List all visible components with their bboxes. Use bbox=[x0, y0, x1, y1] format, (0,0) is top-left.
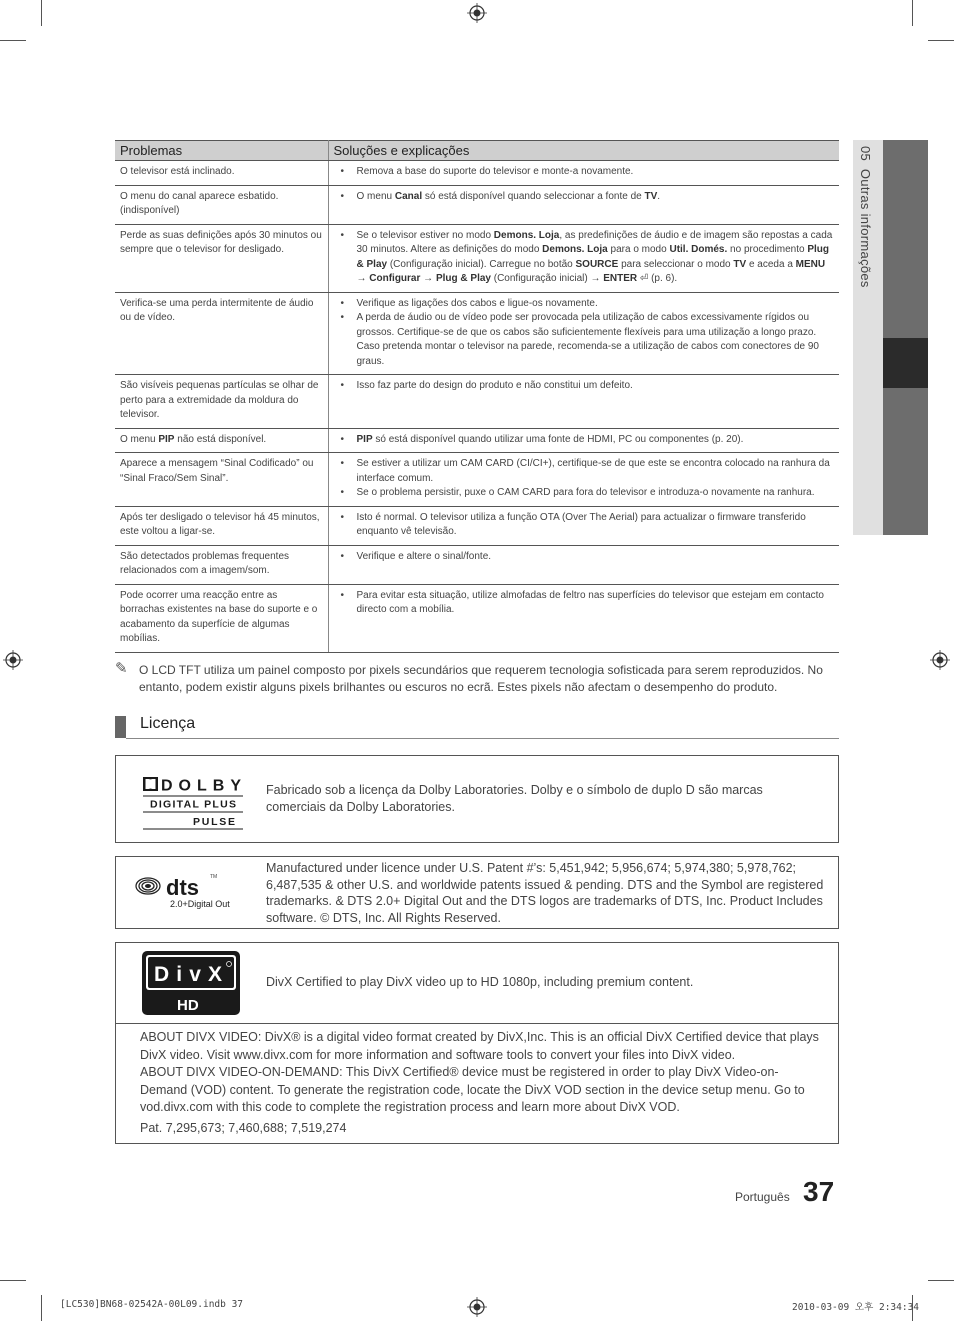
solution-item: • Para evitar esta situação, utilize almofadas de feltro nas superfícies do televisor que estejam em contacto directo com a mobília. bbox=[334, 589, 835, 618]
crop-mark bbox=[0, 40, 26, 41]
svg-text:DivX: DivX bbox=[154, 963, 222, 986]
registration-mark-icon bbox=[467, 1297, 487, 1317]
solution-item: • Verifique as ligações dos cabos e ligue-os novamente. bbox=[334, 297, 835, 312]
solution-cell bbox=[328, 428, 839, 453]
solution-cell bbox=[328, 506, 839, 545]
solution-cell bbox=[328, 292, 839, 375]
svg-text:TM: TM bbox=[210, 874, 218, 880]
print-slug-date: 2010-03-09 오후 2:34:34 bbox=[792, 1302, 920, 1313]
table-row bbox=[115, 224, 839, 292]
section-title: Licença bbox=[140, 715, 196, 732]
divx-about-vod: ABOUT DIVX VIDEO-ON-DEMAND: This DivX Certified® device must be registered in order to play DivX Video-on-Demand (VOD) content. To generate the registration code, locate the DivX VOD section in the device setup menu. Go to vod.divx.com with this code to complete the registration process and learn more about DivX VOD. bbox=[140, 1065, 805, 1114]
divx-about-video: ABOUT DIVX VIDEO: DivX® is a digital video format created by DivX,Inc. This is an official DivX Certified device that plays DivX video. Visit www.divx.com for more information and software tools to convert your files into DivX video. bbox=[140, 1030, 819, 1062]
solution-item: • Remova a base do suporte do televisor e monte-a novamente. bbox=[334, 165, 835, 180]
table-row bbox=[115, 506, 839, 545]
problem-cell: O menu PIP não está disponível. bbox=[115, 428, 328, 453]
divx-patents: Pat. 7,295,673; 7,460,688; 7,519,274 bbox=[140, 1120, 347, 1135]
solution-cell bbox=[328, 185, 839, 224]
crop-mark bbox=[928, 1280, 954, 1281]
dolby-license-text: Fabricado sob a licença da Dolby Laboratories. Dolby e o símbolo de duplo D são marcas comerciais da Dolby Laboratories. bbox=[266, 783, 763, 814]
problem-cell: Após ter desligado o televisor há 45 minutos, este voltou a ligar-se. bbox=[115, 506, 328, 545]
header-solutions: Soluções e explicações bbox=[328, 141, 839, 161]
svg-text:PULSE: PULSE bbox=[193, 816, 235, 828]
divx-divider bbox=[116, 1023, 838, 1024]
solution-item: • Isto é normal. O televisor utiliza a função OTA (Over The Aerial) para actualizar o firmware transferido enquanto vê televisão. bbox=[334, 511, 835, 540]
problem-cell: O menu do canal aparece esbatido. (indisponível) bbox=[115, 185, 328, 224]
problem-cell: Aparece a mensagem “Sinal Codificado” ou “Sinal Fraco/Sem Sinal”. bbox=[115, 453, 328, 507]
problem-cell: O televisor está inclinado. bbox=[115, 161, 328, 186]
svg-text:DOLBY: DOLBY bbox=[161, 777, 241, 795]
registration-mark-icon bbox=[930, 650, 950, 670]
problem-cell: Perde as suas definições após 30 minutos ou sempre que o televisor for desligado. bbox=[115, 224, 328, 292]
divx-about bbox=[140, 1029, 820, 1137]
problem-cell: Pode ocorrer uma reacção entre as borrachas existentes na base do suporte e o acabamento da superfície de algumas mobílias. bbox=[115, 584, 328, 652]
header-problems: Problemas bbox=[115, 141, 328, 161]
solution-cell bbox=[328, 453, 839, 507]
crop-mark bbox=[912, 0, 913, 26]
solution-item: • Verifique e altere o sinal/fonte. bbox=[334, 550, 835, 565]
problem-cell: São visíveis pequenas partículas se olhar de perto para a extremidade da moldura do televisor. bbox=[115, 375, 328, 429]
print-slug-file: [LC530]BN68-02542A-00L09.indb 37 bbox=[60, 1299, 244, 1310]
solution-item: • Se estiver a utilizar um CAM CARD (CI/CI+), certifique-se de que este se encontra colocado na ranhura da interface comum. bbox=[334, 457, 835, 486]
solution-item: • Isso faz parte do design do produto e não constitui um defeito. bbox=[334, 379, 835, 394]
table-row bbox=[115, 185, 839, 224]
solution-item: • PIP só está disponível quando utilizar uma fonte de HDMI, PC ou componentes (p. 20). bbox=[334, 433, 835, 448]
license-box-dts bbox=[115, 856, 839, 929]
section-rule bbox=[126, 738, 839, 739]
side-tab-label bbox=[858, 146, 873, 288]
problem-cell: Verifica-se uma perda intermitente de áudio ou de vídeo. bbox=[115, 292, 328, 375]
solution-cell bbox=[328, 375, 839, 429]
divx-hd-logo-icon bbox=[141, 950, 241, 1016]
table-row bbox=[115, 545, 839, 584]
solution-item: • Se o televisor estiver no modo Demons. Loja, as predefinições de áudio e de imagem são repostas a cada 30 minutos. Altere as definições do modo Demons. Loja para o modo Util. Domés. no procedimento Plug & Play (Configuração inicial). Carregue no botão SOURCE para seleccionar o modo TV e aceda a MENU → Configurar → Plug & Play (Configuração inicial) → ENTER ⏎ (p. 6). bbox=[334, 229, 835, 287]
solution-item: • O menu Canal só está disponível quando seleccionar a fonte de TV. bbox=[334, 190, 835, 205]
solution-item: • Se o problema persistir, puxe o CAM CARD para fora do televisor e introduza-o novamente na ranhura. bbox=[334, 486, 835, 501]
pencil-note-icon: ✎ bbox=[115, 660, 128, 677]
chapter-number: 05 bbox=[858, 146, 873, 162]
crop-mark bbox=[41, 1295, 42, 1321]
solution-cell bbox=[328, 584, 839, 652]
side-tab-marker bbox=[883, 338, 928, 388]
crop-mark bbox=[41, 0, 42, 26]
license-box-dolby bbox=[115, 755, 839, 843]
table-header-row bbox=[115, 141, 839, 161]
svg-text:dts: dts bbox=[166, 875, 199, 900]
problem-cell: São detectados problemas frequentes relacionados com a imagem/som. bbox=[115, 545, 328, 584]
solution-item: • A perda de áudio ou de vídeo pode ser provocada pela utilização de cabos excessivamente rígidos ou grossos. Certifique-se de que os cabos são suficientemente flexíveis para uma utilização a longo prazo. Caso pretenda montar o televisor na parede, recomenda-se a utilização de cabos com conectores de 90 graus. bbox=[334, 311, 835, 369]
dolby-digital-plus-pulse-logo-icon bbox=[143, 774, 243, 830]
dts-license-text: Manufactured under licence under U.S. Patent #’s: 5,451,942; 5,956,674; 5,974,380; 5,978,762; 6,487,535 & other U.S. and worldwide patents issued & pending. DTS and the Symbol are registered trademarks. & DTS 2.0+ Digital Out and the DTS logos are trademarks of DTS, Inc. Product Includes software. © DTS, Inc. All Rights Reserved. bbox=[266, 861, 824, 925]
solution-cell bbox=[328, 224, 839, 292]
crop-mark bbox=[928, 40, 954, 41]
note-text: O LCD TFT utiliza um painel composto por pixels secundários que requerem tecnologia sofisticada para serem reproduzidos. No entanto, podem existir alguns pixels brilhantes ou escuros no ecrã. Estes pixels não afectam o desempenho do produto. bbox=[139, 663, 823, 694]
crop-mark bbox=[0, 1280, 26, 1281]
table-row bbox=[115, 584, 839, 652]
table-row bbox=[115, 161, 839, 186]
dts-digital-out-logo-icon bbox=[134, 871, 244, 911]
svg-text:DIGITAL PLUS: DIGITAL PLUS bbox=[150, 798, 236, 811]
solution-cell bbox=[328, 545, 839, 584]
solution-cell bbox=[328, 161, 839, 186]
divx-license-text: DivX Certified to play DivX video up to HD 1080p, including premium content. bbox=[266, 975, 694, 989]
table-row bbox=[115, 375, 839, 429]
svg-text:2.0+Digital Out: 2.0+Digital Out bbox=[170, 899, 230, 909]
registration-mark-icon bbox=[3, 650, 23, 670]
page-number: 37 bbox=[803, 1176, 835, 1207]
table-row bbox=[115, 428, 839, 453]
table-row bbox=[115, 292, 839, 375]
section-marker bbox=[115, 716, 126, 738]
registration-mark-icon bbox=[467, 3, 487, 23]
svg-text:HD: HD bbox=[177, 997, 199, 1014]
license-box-divx bbox=[115, 942, 839, 1144]
chapter-title: Outras informações bbox=[858, 168, 873, 288]
page-language: Português bbox=[735, 1190, 790, 1204]
troubleshooting-table bbox=[115, 140, 839, 653]
table-row bbox=[115, 453, 839, 507]
note bbox=[115, 662, 839, 695]
